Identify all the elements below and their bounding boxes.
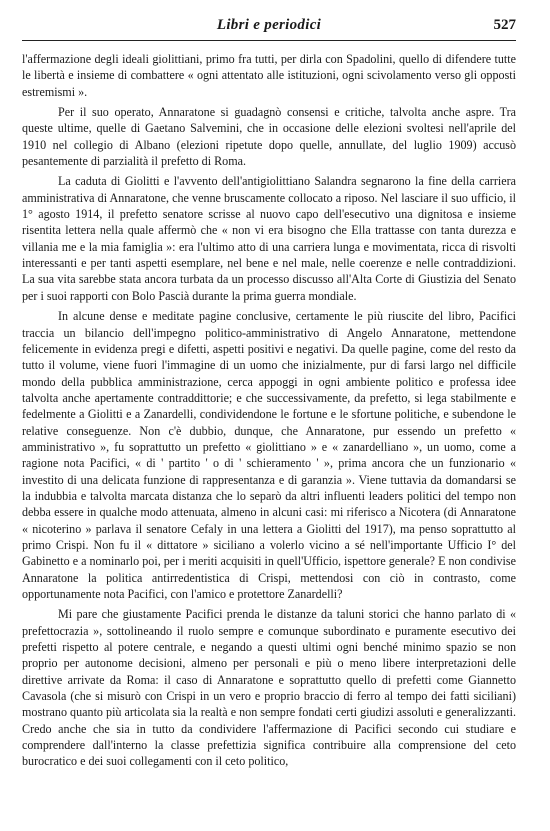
page-number: 527 (493, 17, 516, 33)
running-header (22, 14, 516, 41)
paragraph: In alcune dense e meditate pagine conclusive, certamente le più riuscite del libro, Pacifici traccia un bilancio dell'impegno politico-amministrativo di Angelo Annaratone, mettendone felicemente in evidenza pregi e difetti, aspetti positivi e negativi. Da quelle pagine, come del resto da tutto il volume, viene fuori l'immagine di un uomo che inizialmente, pur di farsi largo nel difficile mondo della pubblica amministrazione, cerca appoggi in ogni ambiente politico e professa idee talvolta anche apertamente contraddittorie; e che successivamente, da prefetto, si lega stabilmente e fedelmente a Giolitti e a Zanardelli, condividendone le fortune e le sfortune politiche, e subendone le relative conseguenze. Non c'è dubbio, dunque, che Annaratone, pur essendo un prefetto « amministrativo », fu soprattutto un prefetto « giolittiano » e « zanardelliano », un uomo, come a ragione nota Pacifici, « di ' partito ' o di ' schieramento ' », prima ancora che un funzionario « investito di una delicata funzione di rappresentanza e di garanzia ». Viene tuttavia da domandarsi se la indubbia e talvolta marcata distanza che lo separò da altri influenti leaders politici del tempo non debba essere in qualche modo attenuata, almeno in alcuni casi: mi riferisco a Nicotera (di Annaratone « nicoterino » parlava il senatore Cefaly in una lettera a Giolitti del 1917), ma penso soprattutto al primo Crispi. Non fu il « dittatore » siciliano a volerlo vicino a sé nell'importante Ufficio I° del Gabinetto e a nominarlo poi, per i meriti acquisiti in quell'Ufficio, ispettore generale? E non condivise Annaratone la politica antirredentistica di Crispi, mettendosi con ciò in contrasto, come opportunamente nota Pacifici, con l'amico e protettore Zanardelli? (22, 309, 516, 601)
paragraph: Per il suo operato, Annaratone si guadagnò consensi e critiche, talvolta anche aspre. Tra queste ultime, quelle di Gaetano Salvemini, che in occasione delle elezioni svoltesi nell'aprile del 1910 nel collegio di Albano (elezioni ripetute dopo quelle, annullate, del luglio 1909) accusò pesantemente di parzialità il prefetto di Roma. (22, 105, 516, 169)
body-text (22, 51, 516, 770)
paragraph-continuation: l'affermazione degli ideali giolittiani, primo fra tutti, per dirla con Spadolini, quello di difendere tutte le libertà e insieme di combattere « ogni attentato alle istituzioni, ogni scivolamento verso gli opposti estremismi ». (22, 52, 516, 99)
paragraph: La caduta di Giolitti e l'avvento dell'antigiolittiano Salandra segnarono la fine della carriera amministrativa di Annaratone, che venne bruscamente collocato a riposo. Nel lasciare il suo ufficio, il 1° agosto 1914, il prefetto senatore scrisse al nuovo capo dell'esecutivo una dignitosa e insieme risentita lettera nella quale affermò che « non vi era bisogno che Ella trattasse con tanta durezza e villania me e la mia famiglia »: era l'ultimo atto di una carriera lunga e movimentata, ricca di risvolti interessanti e per tanti aspetti esemplare, nel bene e nel male, nelle coerenze e nelle contraddizioni. La sua vita sarebbe stata ancora turbata da un processo discusso all'Alta Corte di Giustizia del Senato per i suoi rapporti con Bolo Pascià durante la prima guerra mondiale. (22, 174, 516, 303)
running-title: Libri e periodici (216, 17, 322, 33)
paragraph: Mi pare che giustamente Pacifici prenda le distanze da taluni storici che hanno parlato di « prefettocrazia », sottolineando il ruolo sempre e comunque subordinato e puramente esecutivo dei prefetti rispetto al potere centrale, e negando a questi ultimi ogni benché minimo spazio se non proprio per autonome decisioni, almeno per personali e più o meno libere interpretazioni delle direttive arrivate da Roma: il caso di Annaratone e soprattutto quello di prefetti come Giannetto Cavasola (che si misurò con Crispi in un vero e proprio braccio di ferro al tempo dei fatti siciliani) mostrano quanto più articolata sia la realtà e non sempre fondati certi giudizi assoluti e generalizzanti. Credo anche che sia in tutto da condividere l'affermazione di Pacifici secondo cui studiare e comprendere dall'interno la classe prefettizia significa contribuire alla comprensione del ceto burocratico e dei suoi collegamenti con il ceto politico, (22, 607, 516, 769)
